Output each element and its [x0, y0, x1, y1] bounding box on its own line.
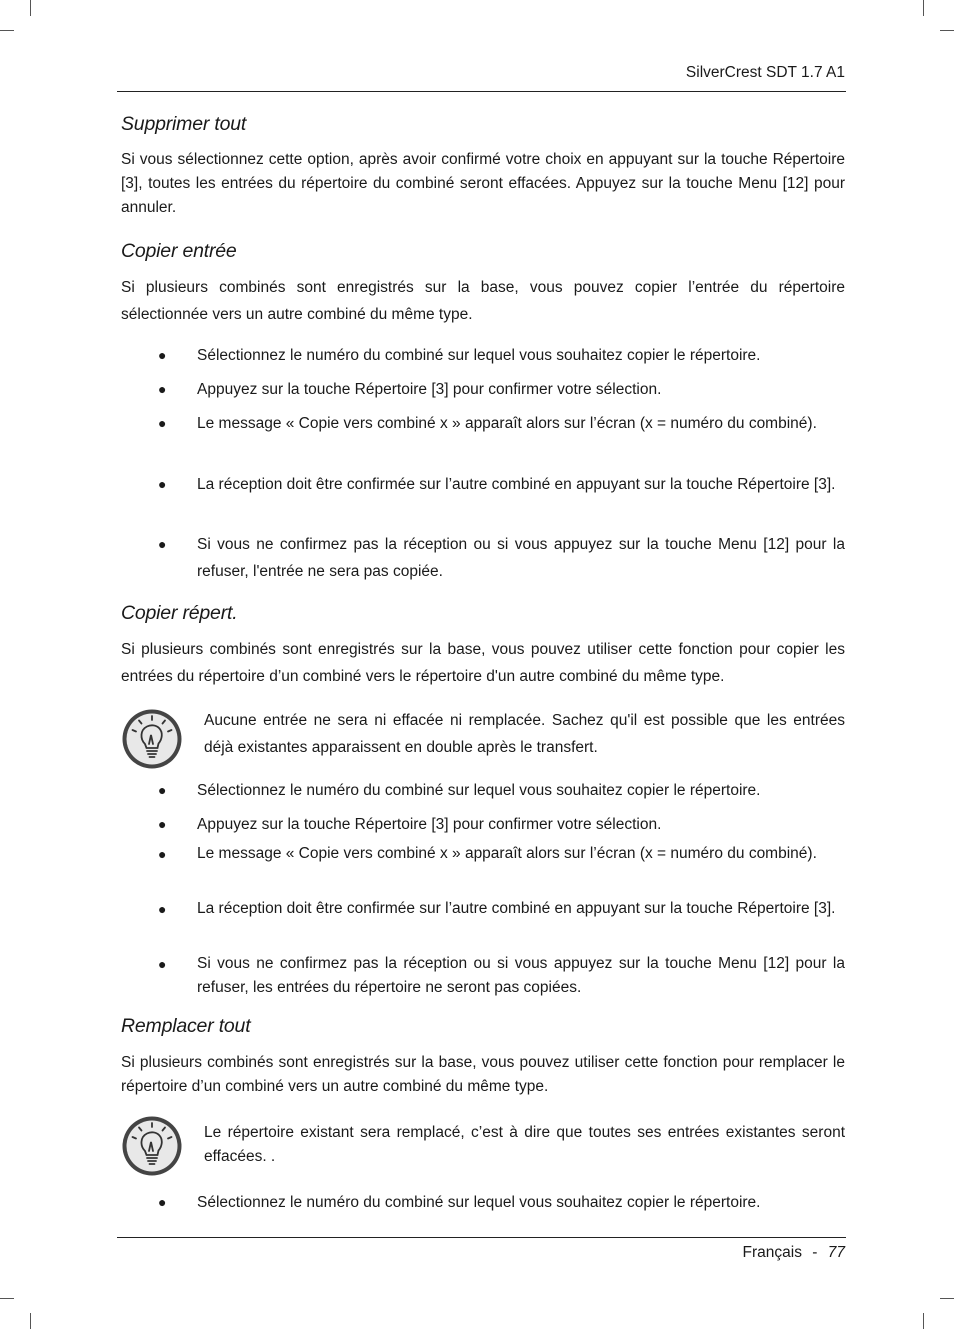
- crop-mark: [940, 1298, 954, 1299]
- bullet-icon: ●: [158, 347, 167, 363]
- list-item: ● Si vous ne confirmez pas la réception ou si vous appuyez sur la touche Menu [12] pour la refuser, les entrées du répertoire ne seront pas copiées.: [197, 952, 845, 1000]
- lightbulb-icon: [121, 1115, 183, 1177]
- list-item: ● La réception doit être confirmée sur l’autre combiné en appuyant sur la touche Répertoire [3].: [197, 897, 845, 921]
- list-item: ● Sélectionnez le numéro du combiné sur lequel vous souhaitez copier le répertoire.: [197, 777, 845, 804]
- bullet-icon: ●: [158, 536, 167, 552]
- page-footer: [743, 1244, 845, 1262]
- bullet-icon: ●: [158, 816, 167, 832]
- list-item: ● Si vous ne confirmez pas la réception ou si vous appuyez sur la touche Menu [12] pour la refuser, l'entrée ne sera pas copiée.: [197, 531, 845, 585]
- section-paragraph: Si plusieurs combinés sont enregistrés sur la base, vous pouvez utiliser cette fonction pour remplacer le répertoire d’un combiné vers un autre combiné du même type.: [121, 1054, 845, 1095]
- list-item: ● Le message « Copie vers combiné x » apparaît alors sur l’écran (x = numéro du combiné).: [197, 410, 845, 437]
- footer-language: Français: [742, 1244, 802, 1261]
- footer-rule: [117, 1237, 846, 1238]
- section-heading: Copier entrée: [121, 240, 237, 262]
- crop-mark: [30, 0, 31, 16]
- section-paragraph: Si vous sélectionnez cette option, après avoir confirmé votre choix en appuyant sur la touche Répertoire [3], toutes les entrées du répertoire du combiné seront effacées. Appuyez sur la touche Menu [12] pour annuler.: [121, 151, 845, 216]
- crop-mark: [0, 30, 14, 31]
- bullet-icon: ●: [158, 415, 167, 431]
- running-header: SilverCrest SDT 1.7 A1: [685, 64, 845, 81]
- bullet-icon: ●: [158, 1194, 167, 1210]
- section-heading: Copier répert.: [121, 602, 238, 624]
- bullet-icon: ●: [158, 901, 167, 917]
- note-text: Aucune entrée ne sera ni effacée ni remplacée. Sachez qu'il est possible que les entrées déjà existantes apparaissent en double après le transfert.: [204, 712, 845, 756]
- crop-mark: [30, 1313, 31, 1329]
- section-paragraph: Si plusieurs combinés sont enregistrés sur la base, vous pouvez utiliser cette fonction pour copier les entrées du répertoire d’un combiné vers le répertoire d'un autre combiné du même type.: [121, 641, 845, 685]
- footer-separator: -: [812, 1244, 818, 1261]
- section-heading: Supprimer tout: [121, 113, 247, 135]
- bullet-icon: ●: [158, 381, 167, 397]
- bullet-icon: ●: [158, 782, 167, 798]
- section-heading: Remplacer tout: [121, 1015, 251, 1037]
- lightbulb-icon: [121, 708, 183, 770]
- list-item: ● Appuyez sur la touche Répertoire [3] pour confirmer votre sélection.: [197, 811, 845, 838]
- bullet-icon: ●: [158, 956, 167, 972]
- list-item: ● La réception doit être confirmée sur l’autre combiné en appuyant sur la touche Répertoire [3].: [197, 471, 845, 498]
- bullet-icon: ●: [158, 476, 167, 492]
- list-item: ● Le message « Copie vers combiné x » apparaît alors sur l’écran (x = numéro du combiné).: [197, 842, 845, 866]
- page-number: 77: [827, 1244, 845, 1261]
- note-text: Le répertoire existant sera remplacé, c’est à dire que toutes ses entrées existantes seront effacées. .: [204, 1124, 845, 1165]
- list-item: ● Sélectionnez le numéro du combiné sur lequel vous souhaitez copier le répertoire.: [197, 342, 845, 369]
- list-item: ● Sélectionnez le numéro du combiné sur lequel vous souhaitez copier le répertoire.: [197, 1189, 845, 1216]
- list-item: ● Appuyez sur la touche Répertoire [3] pour confirmer votre sélection.: [197, 376, 845, 403]
- crop-mark: [940, 30, 954, 31]
- bullet-icon: ●: [158, 846, 167, 862]
- crop-mark: [923, 0, 924, 16]
- crop-mark: [0, 1298, 14, 1299]
- section-paragraph: Si plusieurs combinés sont enregistrés sur la base, vous pouvez copier l’entrée du répertoire sélectionnée vers un autre combiné du même type.: [121, 279, 845, 323]
- header-rule: [117, 91, 846, 92]
- crop-mark: [923, 1313, 924, 1329]
